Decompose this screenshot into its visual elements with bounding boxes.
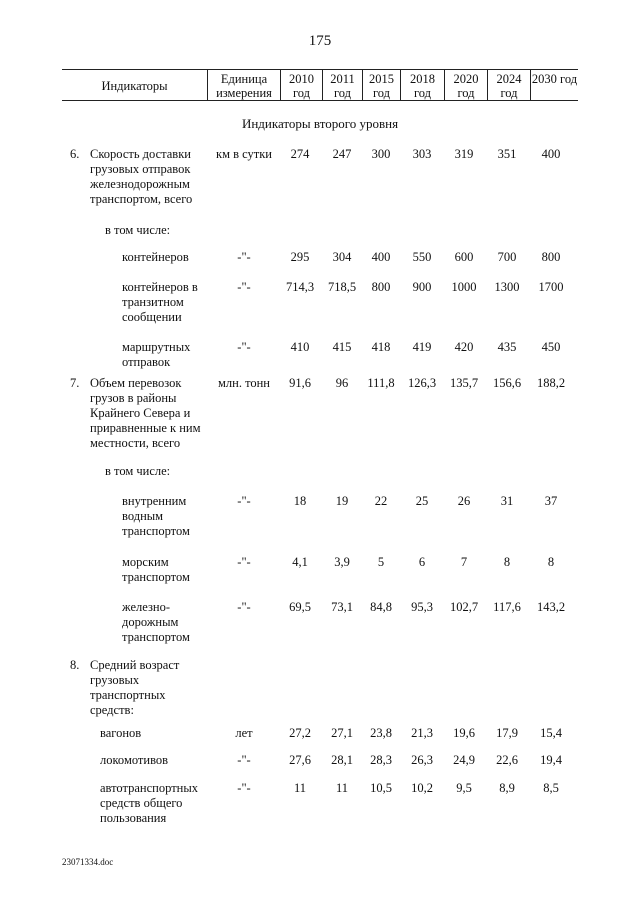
row-label: морским транспортом	[122, 555, 190, 584]
cell-value: 550	[412, 250, 432, 264]
cell-value: 9,5	[456, 781, 472, 795]
cell-value: 800	[541, 250, 561, 264]
cell-value: 19	[335, 494, 349, 508]
header-year: 2015 год	[369, 72, 394, 100]
cell-value: 435	[497, 340, 517, 354]
row-unit: лет	[235, 726, 253, 740]
row-label: в том числе:	[105, 464, 171, 478]
row-number: 6.	[70, 147, 80, 161]
table-top-rule	[62, 69, 578, 70]
cell-value: 450	[541, 340, 561, 354]
row-unit: -"-	[237, 280, 251, 294]
cell-value: 26	[457, 494, 471, 508]
row-unit: млн. тонн	[217, 376, 270, 390]
cell-value: 95,3	[411, 600, 433, 614]
cell-value: 17,9	[496, 726, 518, 740]
row-label: Скорость доставки грузовых отправок железнодорожным транспортом, всего	[90, 147, 193, 206]
cell-value: 21,3	[411, 726, 433, 740]
cell-value: 19,6	[453, 726, 475, 740]
cell-value: 102,7	[449, 600, 479, 614]
cell-value: 18	[293, 494, 307, 508]
row-unit: -"-	[237, 250, 251, 264]
cell-value: 27,2	[289, 726, 311, 740]
row-unit: -"-	[237, 555, 251, 569]
row-label: железно-дорожным транспортом	[122, 600, 190, 644]
cell-value: 8,9	[499, 781, 515, 795]
cell-value: 800	[371, 280, 391, 294]
header-year: 2020 год	[453, 72, 479, 100]
cell-value: 22	[374, 494, 388, 508]
row-label: Объем перевозок грузов в районы Крайнего Севера и приравненные к ним местности, всего	[90, 376, 201, 450]
cell-value: 19,4	[540, 753, 562, 767]
cell-value: 6	[418, 555, 426, 569]
document-filename: 23071334.doc	[62, 857, 114, 867]
cell-value: 96	[335, 376, 349, 390]
cell-value: 400	[541, 147, 561, 161]
header-year: 2011 год	[330, 72, 355, 100]
row-unit: -"-	[237, 753, 251, 767]
cell-value: 84,8	[370, 600, 392, 614]
cell-value: 23,8	[370, 726, 392, 740]
row-unit: км в сутки	[216, 147, 272, 161]
cell-value: 10,2	[411, 781, 433, 795]
row-label: автотранспортных средств общего пользования	[100, 781, 198, 825]
cell-value: 27,1	[331, 726, 353, 740]
row-label: в том числе:	[105, 223, 171, 237]
cell-value: 126,3	[407, 376, 437, 390]
cell-value: 410	[290, 340, 310, 354]
cell-value: 28,1	[331, 753, 353, 767]
cell-value: 24,9	[453, 753, 475, 767]
cell-value: 111,8	[367, 376, 395, 390]
cell-value: 700	[497, 250, 517, 264]
row-number: 8.	[70, 658, 80, 672]
header-year: 2030 год	[531, 72, 578, 86]
cell-value: 135,7	[449, 376, 479, 390]
cell-value: 10,5	[370, 781, 392, 795]
cell-value: 400	[371, 250, 391, 264]
row-label: контейнеров в транзитном сообщении	[122, 280, 198, 324]
cell-value: 37	[544, 494, 558, 508]
row-label: локомотивов	[100, 753, 169, 767]
cell-value: 11	[335, 781, 349, 795]
cell-value: 319	[454, 147, 474, 161]
cell-value: 300	[371, 147, 391, 161]
cell-value: 91,6	[289, 376, 311, 390]
cell-value: 1700	[538, 280, 564, 294]
cell-value: 419	[412, 340, 432, 354]
cell-value: 274	[290, 147, 310, 161]
cell-value: 8	[547, 555, 555, 569]
row-label: вагонов	[100, 726, 142, 740]
cell-value: 31	[500, 494, 514, 508]
cell-value: 351	[497, 147, 517, 161]
row-unit: -"-	[237, 340, 251, 354]
row-unit: -"-	[237, 494, 251, 508]
cell-value: 1000	[451, 280, 477, 294]
cell-value: 143,2	[536, 600, 566, 614]
row-label: Средний возраст грузовых транспортных средств:	[90, 658, 180, 717]
cell-value: 718,5	[327, 280, 357, 294]
cell-value: 900	[412, 280, 432, 294]
row-unit: -"-	[237, 781, 251, 795]
cell-value: 304	[332, 250, 352, 264]
cell-value: 418	[371, 340, 391, 354]
cell-value: 15,4	[540, 726, 562, 740]
section-title: Индикаторы второго уровня	[241, 116, 399, 131]
cell-value: 3,9	[334, 555, 350, 569]
row-label: внутренним водным транспортом	[122, 494, 190, 538]
cell-value: 25	[415, 494, 429, 508]
header-year: 2010 год	[289, 72, 314, 100]
cell-value: 5	[377, 555, 385, 569]
cell-value: 117,6	[493, 600, 521, 614]
cell-value: 247	[332, 147, 352, 161]
cell-value: 69,5	[289, 600, 311, 614]
cell-value: 11	[293, 781, 307, 795]
cell-value: 8	[503, 555, 511, 569]
row-label: контейнеров	[122, 250, 189, 264]
cell-value: 26,3	[411, 753, 433, 767]
table-header-rule	[62, 100, 578, 101]
row-number: 7.	[70, 376, 80, 390]
header-year: 2024 год	[496, 72, 522, 100]
cell-value: 415	[332, 340, 352, 354]
cell-value: 156,6	[492, 376, 522, 390]
cell-value: 27,6	[289, 753, 311, 767]
header-unit: Единица измерения	[216, 72, 272, 100]
cell-value: 73,1	[331, 600, 353, 614]
cell-value: 8,5	[543, 781, 559, 795]
cell-value: 303	[412, 147, 432, 161]
header-year: 2018 год	[410, 72, 435, 100]
cell-value: 600	[454, 250, 474, 264]
row-label: маршрутных отправок	[122, 340, 191, 369]
cell-value: 28,3	[370, 753, 392, 767]
cell-value: 4,1	[292, 555, 308, 569]
row-unit: -"-	[237, 600, 251, 614]
cell-value: 420	[454, 340, 474, 354]
cell-value: 188,2	[536, 376, 566, 390]
cell-value: 7	[460, 555, 468, 569]
cell-value: 22,6	[496, 753, 518, 767]
page-number: 175	[308, 33, 332, 49]
cell-value: 295	[290, 250, 310, 264]
header-indicator: Индикаторы	[101, 79, 168, 93]
cell-value: 1300	[494, 280, 520, 294]
cell-value: 714,3	[285, 280, 315, 294]
